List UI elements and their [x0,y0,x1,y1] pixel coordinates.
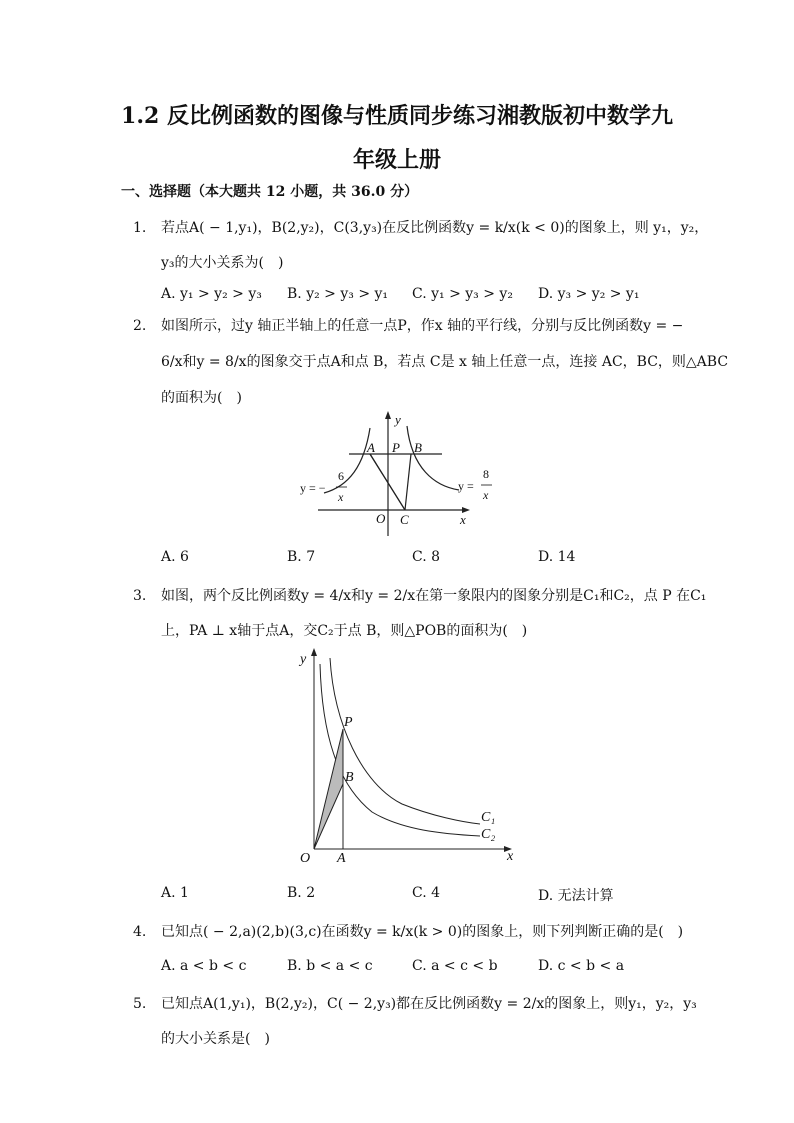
label-point-p: P [344,715,353,730]
section-heading: 一、选择题（本大题共 12 小题，共 36.0 分） [121,184,419,200]
question-text-line: 6/x和y = 8/x的图象交于点A和点 B，若点 C是 x 轴上任意一点，连接 AC，BC，则△ABC [161,354,729,370]
question-text-line: 已知点( − 2,a)(2,b)(3,c)在函数y = k/x(k > 0)的图象上，则下列判断正确的是( ) [161,924,684,940]
question-text-line: 的面积为( ) [161,390,242,406]
right-function-prefix: y = [458,479,474,493]
label-y-axis: y [300,652,307,667]
option-a[interactable]: A. y₁ > y₂ > y₃ [161,286,262,302]
option-d[interactable]: D. y₃ > y₂ > y₁ [538,286,640,302]
question-number: 1. [133,220,147,236]
option-a[interactable]: A. a < b < c [161,958,247,974]
label-curve-c1: C₁ [481,810,496,825]
question-3-options [161,885,721,905]
label-point-a: A [367,440,375,455]
label-origin: O [376,511,386,526]
option-b[interactable]: B. b < a < c [287,958,373,974]
figure-q2 [294,408,504,540]
option-d[interactable]: D. 无法计算 [538,888,614,904]
right-function-numerator: 8 [483,467,489,481]
question-text-line: 上，PA ⊥ x轴于点A，交C₂于点 B，则△POB的面积为( ) [161,623,528,639]
option-a[interactable]: A. 6 [161,549,189,565]
label-y-axis: y [395,412,401,427]
label-x-axis: x [460,512,466,527]
option-b[interactable]: B. 2 [287,885,316,901]
option-c[interactable]: C. y₁ > y₃ > y₂ [412,286,513,302]
label-origin: O [300,851,311,866]
doc-title-line1: 1.2 反比例函数的图像与性质同步练习湘教版初中数学九 [121,103,673,129]
question-2-options [161,549,721,569]
left-function-numerator: 6 [338,469,344,483]
question-number: 2. [133,318,147,334]
option-c[interactable]: C. a < c < b [412,958,498,974]
left-function-prefix: y = − [300,481,326,495]
option-a[interactable]: A. 1 [161,885,189,901]
label-curve-c2: C₂ [481,827,496,842]
question-text-line: 已知点A(1,y₁)，B(2,y₂)，C( − 2,y₃)都在反比例函数y = 2/x的图象上，则y₁，y₂，y₃ [161,996,697,1012]
option-d[interactable]: D. 14 [538,549,576,565]
option-d[interactable]: D. c < b < a [538,958,625,974]
question-number: 5. [133,996,147,1012]
option-c[interactable]: C. 8 [412,549,441,565]
question-text-line: 如图所示，过y 轴正半轴上的任意一点P，作x 轴的平行线，分别与反比例函数y = − [161,318,684,334]
option-b[interactable]: B. y₂ > y₃ > y₁ [287,286,389,302]
doc-title-line2: 年级上册 [352,147,441,173]
label-point-b: B [414,440,422,455]
figure-q3 [292,644,524,866]
label-point-p: P [392,440,400,455]
option-b[interactable]: B. 7 [287,549,316,565]
question-number: 3. [133,588,147,604]
label-point-a: A [337,851,346,866]
question-number: 4. [133,924,147,940]
label-x-axis: x [507,849,514,864]
question-text-line: y₃的大小关系为( ) [161,255,284,271]
question-text-line: 如图，两个反比例函数y = 4/x和y = 2/x在第一象限内的图象分别是C₁和C₂，点 P 在C₁ [161,588,707,604]
label-point-c: C [400,512,409,527]
question-text-line: 若点A( − 1,y₁)，B(2,y₂)，C(3,y₃)在反比例函数y = k/x(k < 0)的图象上，则 y₁，y₂， [161,220,709,236]
left-function-denominator: x [338,490,344,504]
question-4-options [161,958,721,978]
label-point-b: B [345,770,354,785]
question-1-options [161,286,721,306]
question-text-line: 的大小关系是( ) [161,1031,270,1047]
right-function-denominator: x [483,488,489,502]
option-c[interactable]: C. 4 [412,885,441,901]
